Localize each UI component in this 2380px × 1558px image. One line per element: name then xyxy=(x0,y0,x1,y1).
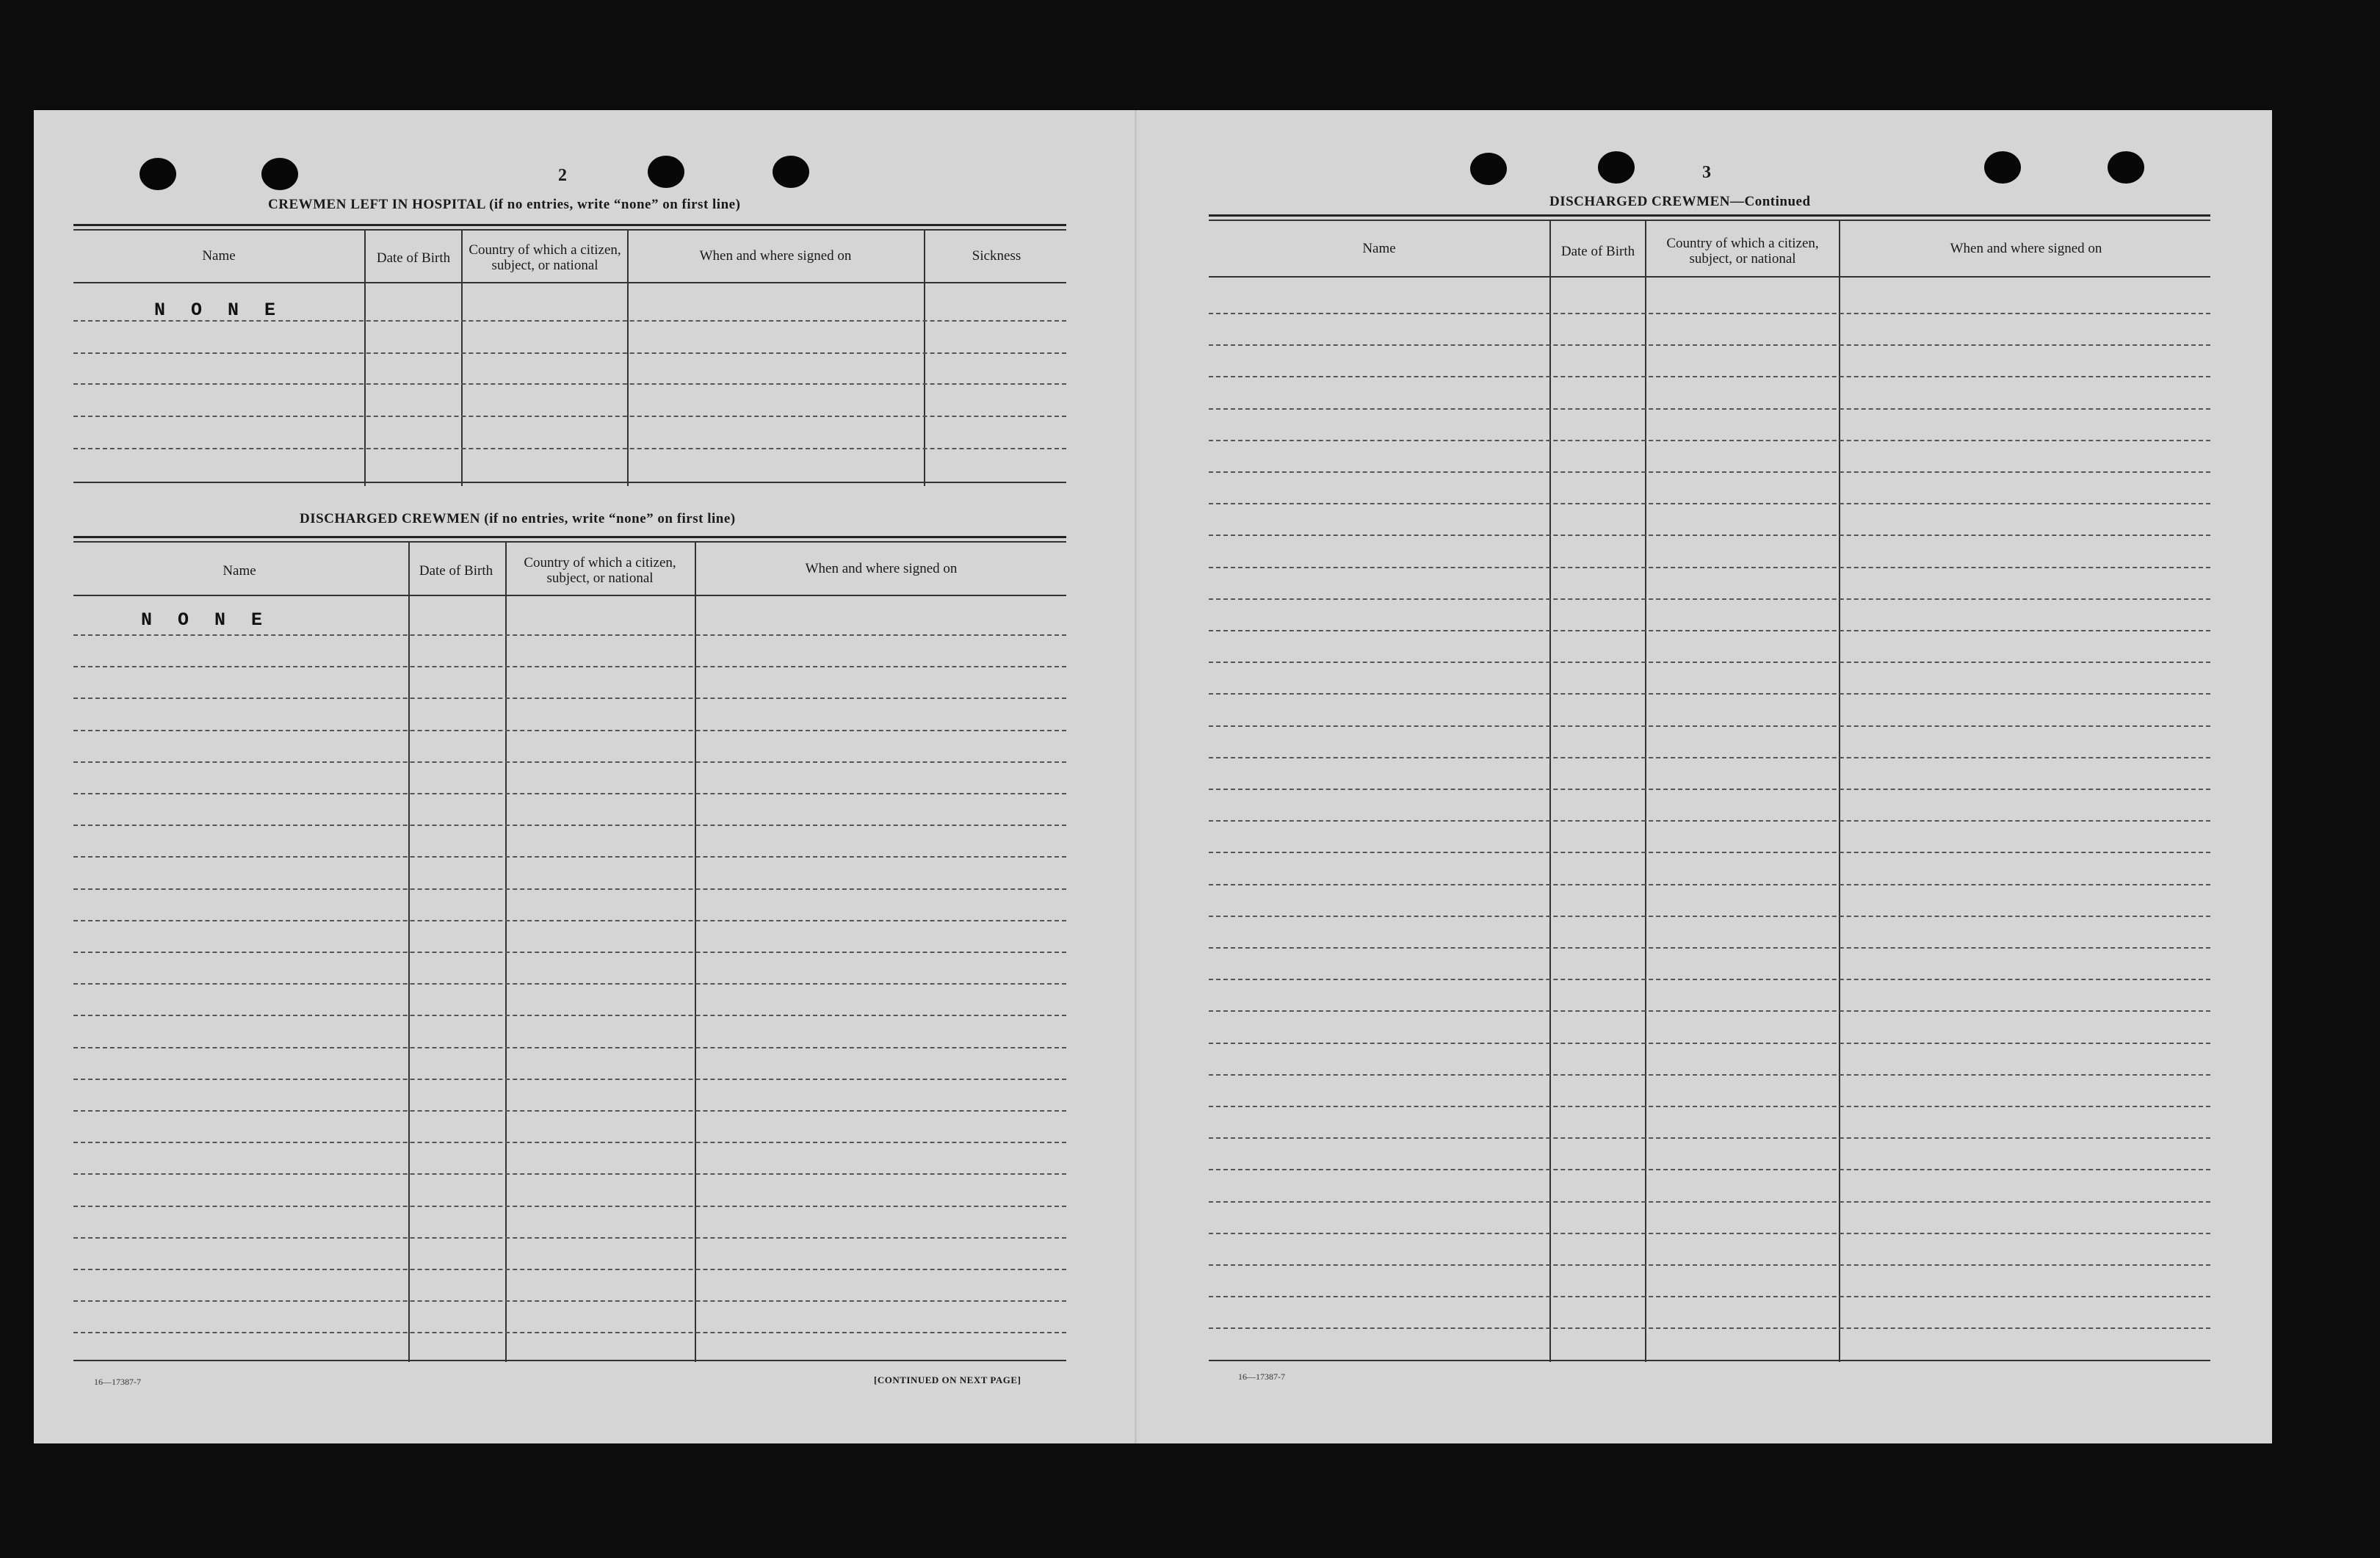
table-row-line xyxy=(73,1300,1066,1302)
table-row-line xyxy=(73,1047,1066,1048)
right-table-top-rule xyxy=(1209,214,2210,217)
discharged-title-note: (if no entries, write “none” on first line) xyxy=(484,511,736,526)
table-row-line xyxy=(1209,1264,2210,1266)
table-row-line xyxy=(73,920,1066,921)
discharged-title-text: DISCHARGED CREWMEN xyxy=(300,511,480,526)
punch-hole xyxy=(140,158,176,190)
table-row-line xyxy=(1209,567,2210,568)
right-header-rule xyxy=(1209,276,2210,278)
table-row-line xyxy=(1209,1327,2210,1329)
table-row-line xyxy=(73,1237,1066,1239)
right-col-signed: When and where signed on xyxy=(1950,240,2102,256)
table-row-line xyxy=(1209,757,2210,758)
punch-hole xyxy=(2108,151,2144,184)
table-bottom-rule xyxy=(1209,1360,2210,1361)
right-title-continued: —Continued xyxy=(1730,194,1811,209)
table-row-line xyxy=(1209,1043,2210,1044)
table-row-line xyxy=(73,698,1066,699)
hospital-col-signed: When and where signed on xyxy=(699,247,852,264)
form-number-left: 16—17387-7 xyxy=(94,1377,141,1387)
table-row-line xyxy=(73,952,1066,953)
table-row-line xyxy=(1209,1010,2210,1012)
right-col-divider xyxy=(1839,220,1840,1362)
table-row-line xyxy=(73,1110,1066,1112)
discharged-col-country: Country of which a citizen, subject, or national xyxy=(524,555,676,586)
right-col-country: Country of which a citizen, subject, or national xyxy=(1666,236,1819,267)
table-row-line xyxy=(1209,820,2210,822)
hospital-entry-none: N O N E xyxy=(154,300,283,321)
hospital-table-top-rule-2 xyxy=(73,229,1066,231)
table-row-line xyxy=(73,761,1066,763)
table-row-line xyxy=(1209,1201,2210,1203)
table-row-line xyxy=(1209,1233,2210,1234)
right-col-divider xyxy=(1645,220,1646,1362)
table-row-line xyxy=(73,856,1066,858)
punch-hole xyxy=(261,158,298,190)
discharged-section-title xyxy=(300,511,736,527)
discharged-col-birth: Date of Birth xyxy=(419,562,493,579)
table-row-line xyxy=(1209,693,2210,695)
table-row-line xyxy=(1209,1169,2210,1170)
hospital-header-rule xyxy=(73,282,1066,283)
table-row-line xyxy=(73,793,1066,794)
discharged-entry-none: N O N E xyxy=(141,609,270,631)
table-row-line xyxy=(73,1269,1066,1270)
table-row-line xyxy=(73,1079,1066,1080)
table-row-line xyxy=(73,730,1066,731)
hospital-table-top-rule xyxy=(73,224,1066,226)
table-row-line xyxy=(1209,916,2210,917)
table-row-line xyxy=(73,666,1066,667)
table-row-line xyxy=(73,1173,1066,1175)
right-col-birth: Date of Birth xyxy=(1560,243,1635,259)
table-row-line xyxy=(73,634,1066,636)
table-row-line xyxy=(1209,503,2210,504)
table-row-line xyxy=(1209,376,2210,377)
table-row-line xyxy=(73,983,1066,985)
table-row-line xyxy=(1209,344,2210,346)
table-row-line xyxy=(73,1142,1066,1143)
discharged-col-signed: When and where signed on xyxy=(805,560,958,576)
continued-note: [CONTINUED ON NEXT PAGE] xyxy=(874,1374,1021,1385)
hospital-row-line xyxy=(73,352,1066,354)
right-section-title xyxy=(1549,194,1811,210)
table-row-line xyxy=(1209,1106,2210,1107)
punch-hole xyxy=(1984,151,2021,184)
table-row-line xyxy=(1209,471,2210,473)
hospital-title-text: CREWMEN LEFT IN HOSPITAL xyxy=(268,197,485,212)
discharged-col-name: Name xyxy=(223,562,256,579)
hospital-bottom-rule xyxy=(73,482,1066,483)
table-row-line xyxy=(1209,1074,2210,1076)
hospital-col-country: Country of which a citizen, subject, or national xyxy=(469,242,621,273)
table-row-line xyxy=(1209,535,2210,536)
right-col-divider xyxy=(1549,220,1551,1362)
hospital-section-title xyxy=(268,197,740,213)
punch-hole xyxy=(1470,153,1507,185)
hospital-col-name: Name xyxy=(202,247,236,264)
table-row-line xyxy=(1209,662,2210,663)
table-row-line xyxy=(1209,630,2210,631)
right-table-top-rule-2 xyxy=(1209,220,2210,221)
punch-hole xyxy=(648,156,684,188)
table-row-line xyxy=(1209,1296,2210,1297)
table-row-line xyxy=(73,1206,1066,1207)
table-row-line xyxy=(1209,313,2210,314)
table-row-line xyxy=(1209,440,2210,441)
document-sheet xyxy=(34,110,2272,1443)
table-row-line xyxy=(1209,725,2210,727)
hospital-col-birth: Date of Birth xyxy=(376,250,451,266)
table-row-line xyxy=(1209,852,2210,853)
form-number-right: 16—17387-7 xyxy=(1238,1372,1285,1382)
table-row-line xyxy=(1209,789,2210,790)
table-row-line xyxy=(1209,884,2210,885)
table-bottom-rule xyxy=(73,1360,1066,1361)
table-row-line xyxy=(1209,598,2210,600)
hospital-title-note: (if no entries, write “none” on first line) xyxy=(489,197,741,212)
table-row-line xyxy=(73,1015,1066,1016)
table-row-line xyxy=(73,1332,1066,1333)
punch-hole xyxy=(1598,151,1635,184)
page-divider xyxy=(1135,110,1137,1443)
page-number-right: 3 xyxy=(1702,163,1711,182)
table-row-line xyxy=(73,825,1066,826)
hospital-row-line xyxy=(73,416,1066,417)
table-row-line xyxy=(1209,408,2210,410)
discharged-header-rule xyxy=(73,595,1066,596)
right-col-name: Name xyxy=(1362,240,1396,256)
punch-hole xyxy=(773,156,809,188)
table-row-line xyxy=(1209,979,2210,980)
hospital-col-sickness: Sickness xyxy=(972,247,1021,264)
table-row-line xyxy=(1209,947,2210,949)
hospital-row-line xyxy=(73,383,1066,385)
table-row-line xyxy=(73,888,1066,890)
hospital-row-line xyxy=(73,448,1066,449)
page-number-left: 2 xyxy=(558,166,567,185)
right-title-main: DISCHARGED CREWMEN xyxy=(1549,194,1730,209)
discharged-table-top-rule-2 xyxy=(73,541,1066,543)
discharged-table-top-rule xyxy=(73,536,1066,538)
table-row-line xyxy=(1209,1137,2210,1139)
